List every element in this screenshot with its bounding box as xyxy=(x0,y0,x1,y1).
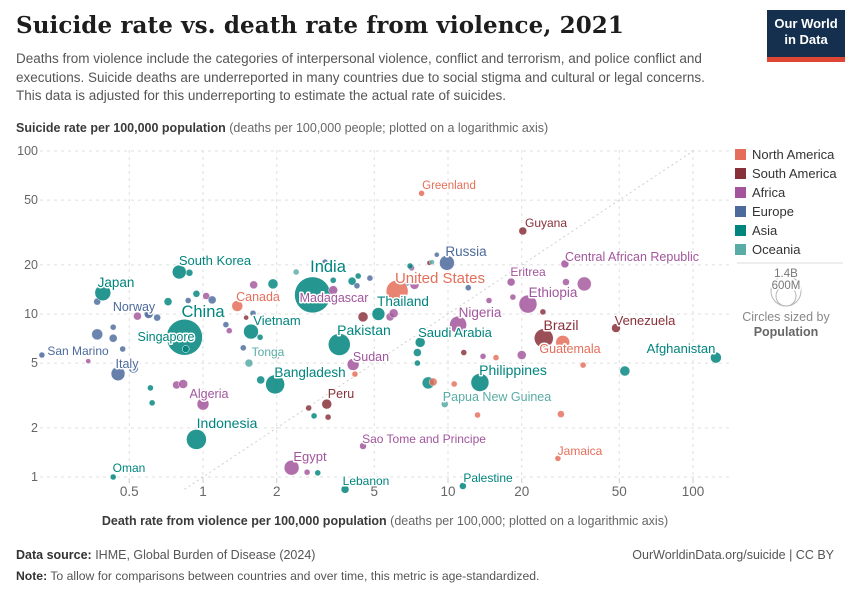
legend-swatch-s-america xyxy=(735,168,746,179)
country-label: Indonesia xyxy=(196,415,258,431)
country-labels xyxy=(47,180,715,488)
legend-swatch-n-america xyxy=(735,149,746,160)
country-label: China xyxy=(181,303,225,321)
y-axis-title-rest: (deaths per 100,000 people; plotted on a logarithmic axis) xyxy=(225,121,549,135)
data-point[interactable] xyxy=(355,273,361,279)
country-label: Jamaica xyxy=(557,444,603,458)
data-point-eritrea[interactable] xyxy=(507,278,515,286)
legend-item-n-america[interactable] xyxy=(735,147,847,162)
data-point[interactable] xyxy=(304,469,310,475)
page-title: Suicide rate vs. death rate from violence, 2021 xyxy=(16,12,625,39)
data-point-san-marino[interactable] xyxy=(39,352,45,358)
country-label: Ethiopia xyxy=(528,285,578,300)
data-point[interactable] xyxy=(493,355,499,361)
country-label: Nigeria xyxy=(458,305,502,320)
country-label: Greenland xyxy=(422,180,476,192)
data-point[interactable] xyxy=(580,362,586,368)
legend-label: South America xyxy=(752,166,837,181)
country-label: South Korea xyxy=(178,253,252,268)
data-point[interactable] xyxy=(367,275,373,281)
country-label: Pakistan xyxy=(337,322,391,338)
country-label: Sao Tome and Principe xyxy=(362,432,486,446)
data-point[interactable] xyxy=(186,269,193,276)
country-label: Central African Republic xyxy=(564,250,700,264)
data-point[interactable] xyxy=(510,294,516,300)
data-point[interactable] xyxy=(268,279,278,289)
data-point[interactable] xyxy=(86,359,91,364)
legend-label: Asia xyxy=(752,223,778,238)
data-point-tonga[interactable] xyxy=(245,359,253,367)
country-label: Russia xyxy=(445,244,487,259)
y-tick-label: 2 xyxy=(31,420,38,435)
country-label: Singapore xyxy=(137,330,195,344)
x-tick-label: 20 xyxy=(514,484,530,499)
x-tick-label: 10 xyxy=(440,484,456,499)
country-label: Canada xyxy=(236,290,280,304)
data-point[interactable] xyxy=(92,329,103,340)
y-axis-title-bold: Suicide rate per 100,000 population xyxy=(16,121,226,135)
data-point[interactable] xyxy=(540,309,546,315)
data-point[interactable] xyxy=(257,334,263,340)
country-label: Lebanon xyxy=(342,474,390,488)
legend-swatch-oceania xyxy=(735,244,746,255)
x-tick-label: 50 xyxy=(611,484,627,499)
country-label: Afghanistan xyxy=(646,341,716,356)
data-point[interactable] xyxy=(461,350,467,356)
data-point[interactable] xyxy=(109,334,117,342)
data-point[interactable] xyxy=(149,400,155,406)
country-label: Guatemala xyxy=(539,342,601,356)
data-point[interactable] xyxy=(358,312,368,322)
data-point[interactable] xyxy=(179,380,188,389)
data-point[interactable] xyxy=(120,346,126,352)
country-label: United States xyxy=(394,270,486,287)
data-point[interactable] xyxy=(354,283,360,289)
legend-label: Oceania xyxy=(752,242,801,257)
data-source-label: Data source: xyxy=(16,548,92,562)
size-legend-caption-bold: Population xyxy=(753,325,819,339)
size-legend-caption: Circles sized by xyxy=(742,310,830,324)
y-tick-label: 100 xyxy=(17,144,38,158)
legend-label: Europe xyxy=(752,204,794,219)
note-label: Note: xyxy=(16,569,48,583)
data-point[interactable] xyxy=(164,298,172,306)
country-label: Algeria xyxy=(189,387,229,401)
country-label: Palestine xyxy=(463,471,513,485)
legend-item-asia[interactable] xyxy=(735,223,847,238)
legend-swatch-asia xyxy=(735,225,746,236)
data-point[interactable] xyxy=(315,470,321,476)
y-tick-label: 10 xyxy=(24,307,38,321)
country-label: Brazil xyxy=(543,317,579,333)
country-label: Peru xyxy=(327,387,355,401)
owid-link[interactable]: OurWorldinData.org/suicide | CC BY xyxy=(632,548,834,562)
data-point[interactable] xyxy=(429,260,434,265)
data-point[interactable] xyxy=(311,413,317,419)
continent-legend xyxy=(735,147,847,261)
country-label: Eritrea xyxy=(510,265,546,279)
data-point[interactable] xyxy=(517,351,526,360)
y-tick-label: 5 xyxy=(31,356,38,371)
country-label: Egypt xyxy=(293,449,327,464)
legend-label: North America xyxy=(752,147,835,162)
country-label: Tonga xyxy=(251,345,285,359)
data-point[interactable] xyxy=(330,277,336,283)
country-label: Papua New Guinea xyxy=(442,390,552,404)
country-label: Oman xyxy=(112,461,146,475)
country-label: Italy xyxy=(115,357,139,371)
chart-subtitle: Deaths from violence include the categories of interpersonal violence, conflict and terrorism, and police conflict and executions. Suicide deaths are underreported in many countries due to social stigma and cultural or legal concerns. This data is adjusted for this underreporting to estimate the actual rate of suicides. xyxy=(16,51,705,104)
data-point[interactable] xyxy=(325,414,331,420)
size-legend xyxy=(737,263,843,339)
country-label: Bangladesh xyxy=(274,365,346,380)
note-line xyxy=(16,569,539,583)
legend-label: Africa xyxy=(752,185,786,200)
legend-item-europe[interactable] xyxy=(735,204,847,219)
data-point[interactable] xyxy=(480,353,486,359)
legend-swatch-africa xyxy=(735,187,746,198)
data-point[interactable] xyxy=(429,378,437,386)
x-axis-title-rest: (deaths per 100,000; plotted on a logarithmic axis) xyxy=(386,514,669,528)
data-point[interactable] xyxy=(413,349,421,357)
country-label: Norway xyxy=(112,300,156,314)
x-tick-label: 2 xyxy=(272,484,281,499)
data-point[interactable] xyxy=(223,322,229,328)
data-point[interactable] xyxy=(244,315,249,320)
data-point[interactable] xyxy=(451,381,457,387)
owid-logo-line2: in Data xyxy=(784,32,828,48)
x-axis-title xyxy=(0,514,770,528)
x-tick-label: 5 xyxy=(370,484,379,499)
size-legend-big-label: 1.4B xyxy=(774,268,798,280)
data-point[interactable] xyxy=(407,263,413,269)
country-label: Vietnam xyxy=(253,313,301,328)
country-label: Sudan xyxy=(352,350,390,364)
data-point[interactable] xyxy=(293,269,299,275)
country-label: Venezuela xyxy=(614,313,676,328)
country-label: Thailand xyxy=(377,294,429,309)
x-axis-title-bold: Death rate from violence per 100,000 population xyxy=(101,514,387,528)
data-point[interactable] xyxy=(154,314,161,321)
y-tick-label: 1 xyxy=(31,470,38,484)
data-point[interactable] xyxy=(389,309,398,318)
country-label: San Marino xyxy=(47,344,109,358)
data-source-value: IHME, Global Burden of Disease (2024) xyxy=(91,548,316,562)
data-point[interactable] xyxy=(577,277,591,291)
data-point-thailand[interactable] xyxy=(372,308,385,321)
size-legend-small-label: 600M xyxy=(771,280,801,292)
data-point[interactable] xyxy=(193,290,200,297)
data-point[interactable] xyxy=(306,405,312,411)
data-point-singapore[interactable] xyxy=(182,345,189,352)
legend-swatch-europe xyxy=(735,206,746,217)
note-value: To allow for comparisons between countries and over time, this metric is age-standardized. xyxy=(47,569,540,583)
legend-item-oceania[interactable] xyxy=(735,242,847,257)
owid-logo-line1: Our World xyxy=(774,16,838,31)
legend-item-s-america[interactable] xyxy=(735,166,847,181)
data-point[interactable] xyxy=(352,371,358,377)
country-label: Madagascar xyxy=(299,291,369,305)
y-tick-label: 20 xyxy=(24,257,38,272)
data-point[interactable] xyxy=(475,412,481,418)
country-label: Guyana xyxy=(524,216,568,230)
data-point[interactable] xyxy=(147,385,153,391)
data-point[interactable] xyxy=(434,252,439,257)
x-tick-label: 1 xyxy=(199,484,207,499)
data-source-line xyxy=(16,548,315,562)
x-tick-label: 100 xyxy=(681,484,705,499)
data-point[interactable] xyxy=(557,411,564,418)
country-label: Japan xyxy=(97,275,135,290)
country-label: Philippines xyxy=(479,362,547,378)
y-tick-label: 50 xyxy=(24,193,38,208)
data-point-indonesia[interactable] xyxy=(186,429,206,449)
x-tick-label: 0.5 xyxy=(119,484,139,499)
data-point[interactable] xyxy=(240,345,246,351)
data-point[interactable] xyxy=(257,376,265,384)
data-point[interactable] xyxy=(110,324,116,330)
data-point[interactable] xyxy=(620,366,630,376)
legend-item-africa[interactable] xyxy=(735,185,847,200)
data-point[interactable] xyxy=(414,360,420,366)
data-point[interactable] xyxy=(486,298,492,304)
data-point[interactable] xyxy=(226,328,232,334)
country-label: India xyxy=(310,258,346,276)
country-label: Saudi Arabia xyxy=(418,325,492,340)
data-point[interactable] xyxy=(250,281,258,289)
